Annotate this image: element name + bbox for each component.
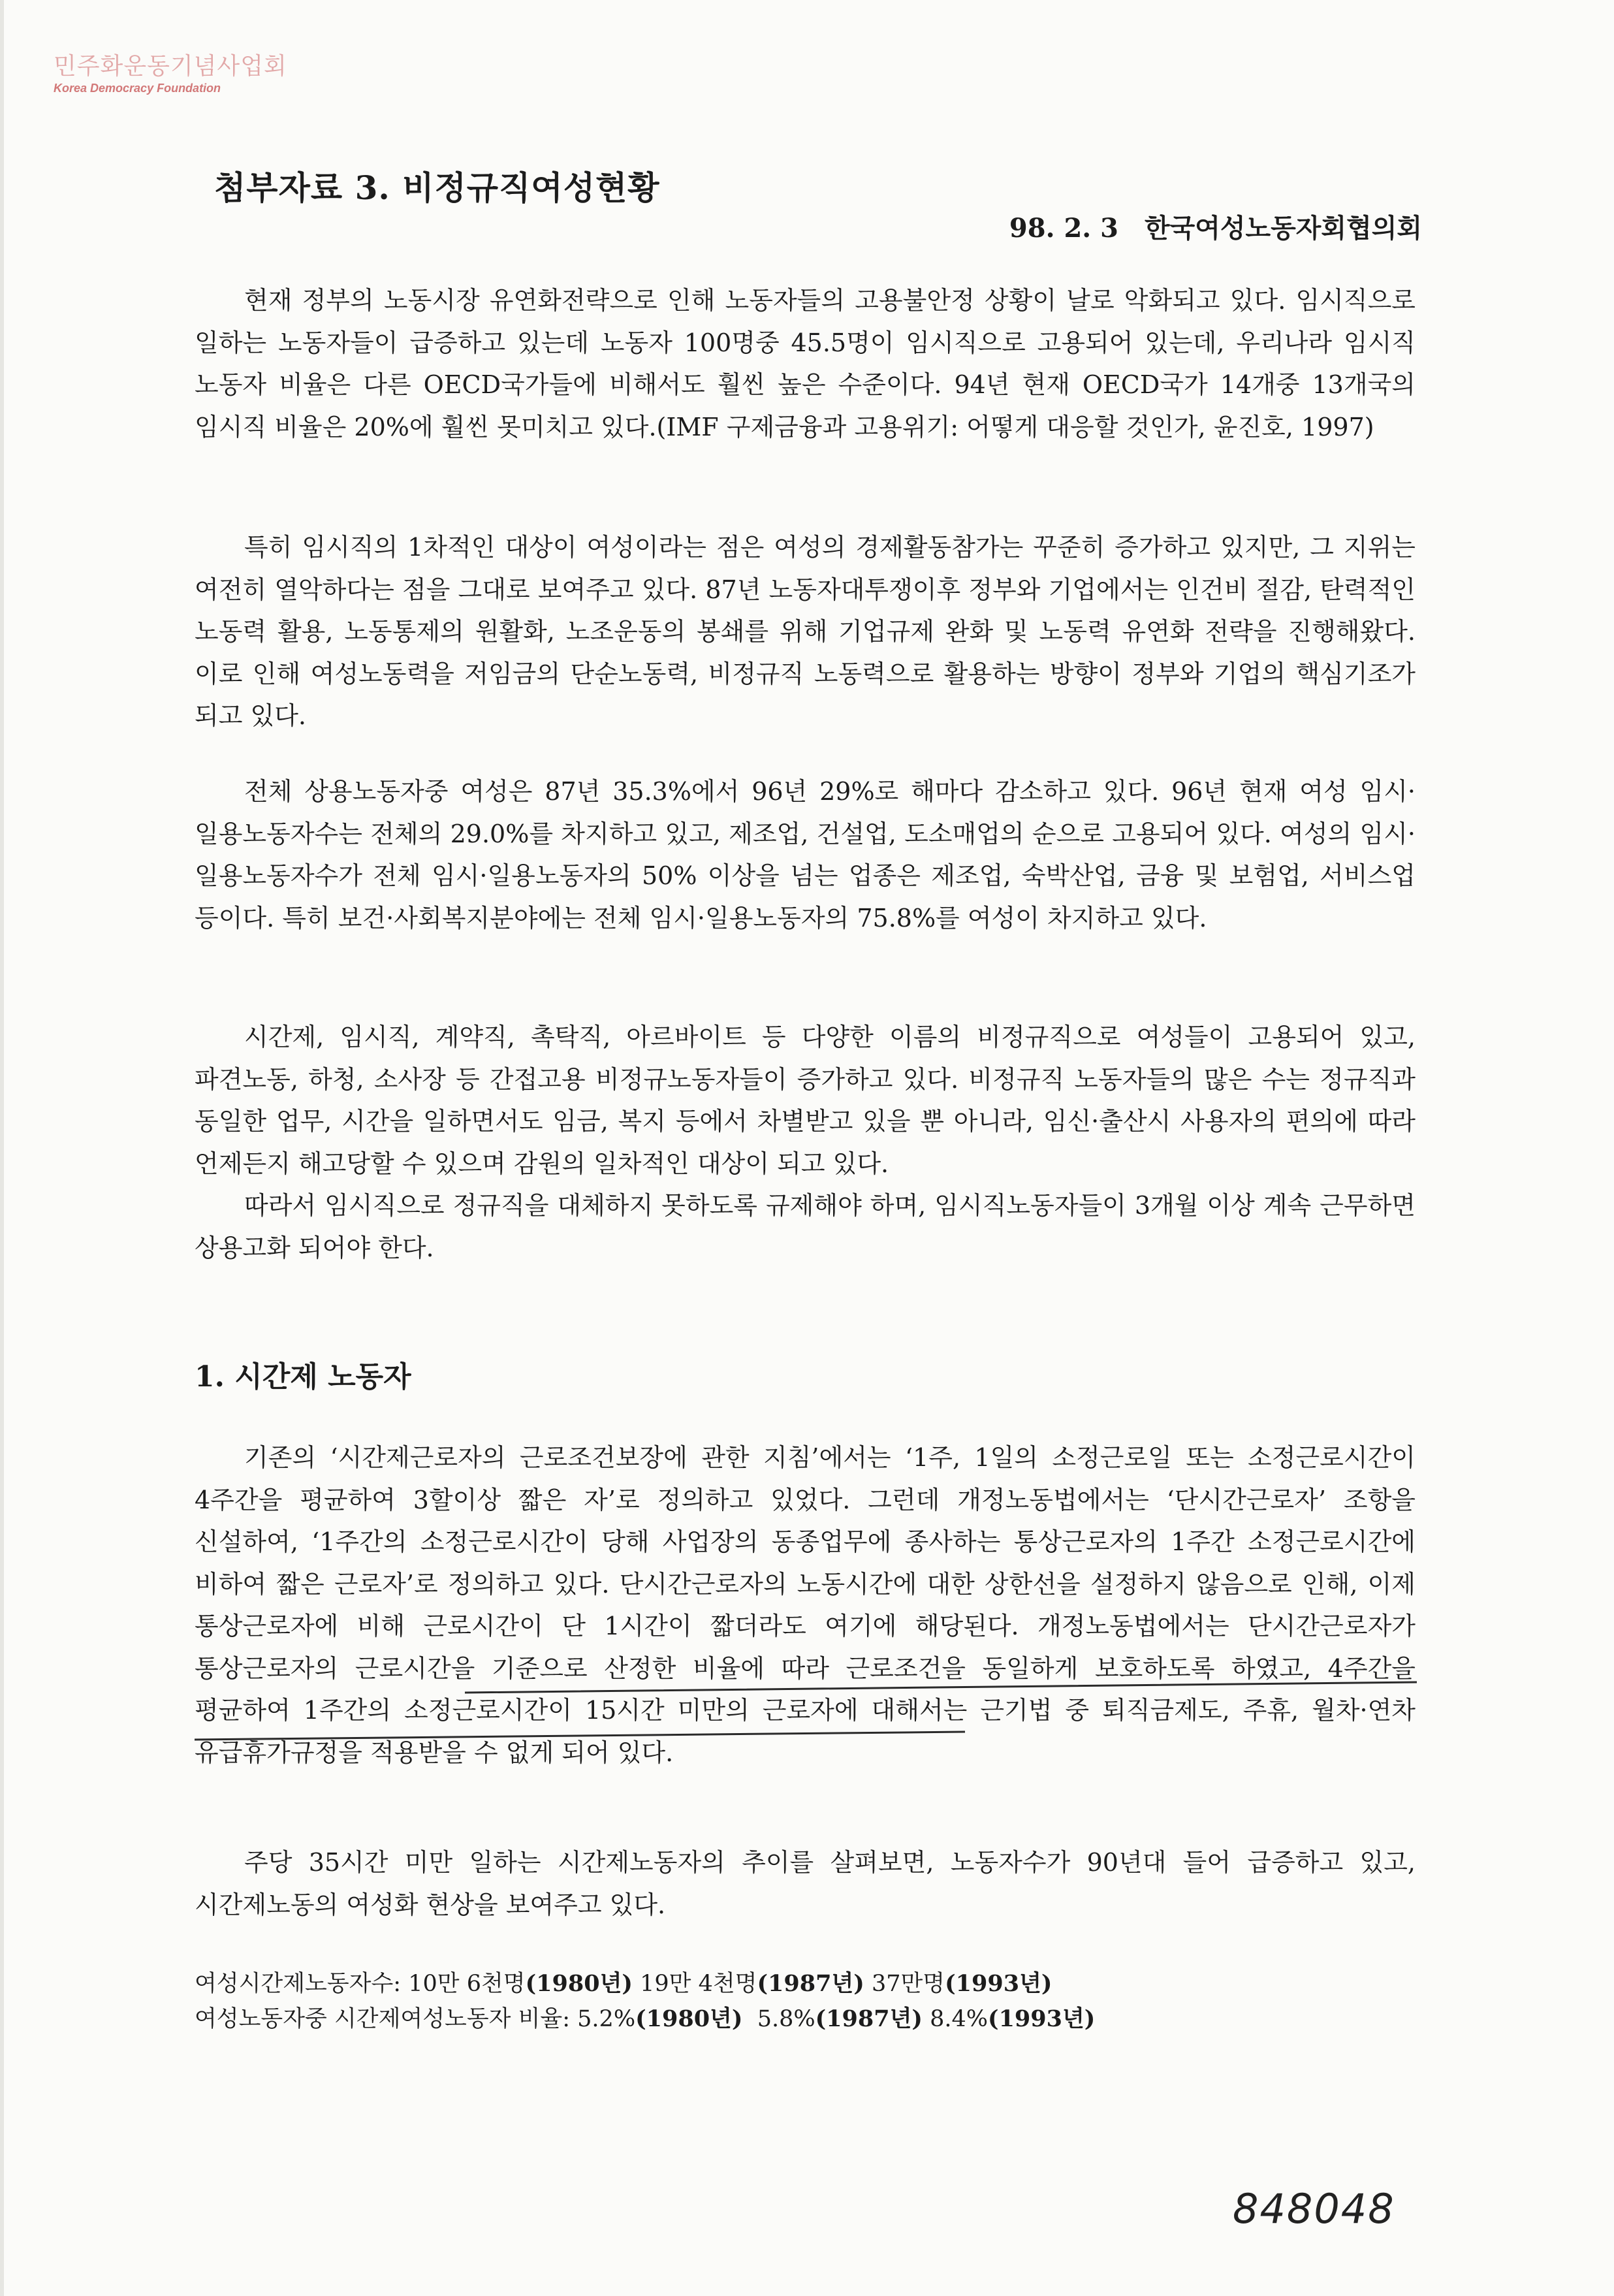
stat-year: (1987년) bbox=[757, 1970, 864, 1997]
stat-value: 37만명 bbox=[871, 1971, 945, 1997]
document-title: 첨부자료 3. 비정규직여성현황 bbox=[214, 168, 660, 207]
paragraph-part-time-definition bbox=[195, 1437, 1416, 1774]
paragraph-text: 4주간을 평균하여 1주간의 소정근로시간이 15시간 미만의 근로자에 대해서는 근기법 중 퇴직금제도, 주휴, 월차·연차 유급휴가규정을 적용받을 수 없게 되어 있다. bbox=[195, 1653, 1416, 1767]
stat-year: (1980년) bbox=[635, 2005, 743, 2032]
foundation-logo bbox=[54, 52, 287, 95]
document-organization: 한국여성노동자회협의회 bbox=[1144, 213, 1422, 244]
paragraph-text: 시간제, 임시직, 계약직, 촉탁직, 아르바이트 등 다양한 이름의 비정규직으로 여성들이 고용되어 있고, 파견노동, 하청, 소사장 등 간접고용 비정규노동자들이 증가하고 있다. 비정규직 노동자들의 많은 수는 정규직과 동일한 업무, 시간을 일하면서도 임금, 복지 등에서 차별받고 있을 뿐 아니라, 임신·출산시 사용자의 편의에 따라 언제든지 해고당할 수 있으며 감원의 일차적인 대상이 되고 있다. bbox=[195, 1023, 1416, 1178]
paragraph-text: 따라서 임시직으로 정규직을 대체하지 못하도록 규제해야 하며, 임시직노동자들이 3개월 이상 계속 근무하면 상용고화 되어야 한다. bbox=[195, 1191, 1416, 1262]
document-date: 98. 2. 3 bbox=[1009, 213, 1118, 244]
section-heading: 1. 시간제 노동자 bbox=[195, 1360, 411, 1394]
stat-year: (1980년) bbox=[525, 1970, 633, 1997]
stat-value: 5.2% bbox=[577, 2006, 636, 2032]
paragraph-text: 기존의 ‘시간제근로자의 근로조건보장에 관한 지침’에서는 ‘1주, 1일의 소정근로일 또는 소정근로시간이 4주간을 평균하여 3할이상 짧은 자’로 정의하고 있었다. 그런데 개정노동법에서는 ‘단시간근로자’ 조항을 신설하여, ‘1주간의 소정근로시간이 당해 사업장의 동종업무에 종사하는 통상근로자의 1주간 소정근로시간에 비하여 짧은 근로자’로 정의하고 있다. 단시간근로자의 노동시간에 대한 상한선을 설정하지 않음으로 인해, 이제 통상근로자에 비해 근로시간이 단 1시간이 짧더라도 여기에 해당된다. bbox=[195, 1443, 1416, 1640]
stat-value: 19만 4천명 bbox=[640, 1971, 757, 1997]
paragraph-text: 특히 임시직의 1차적인 대상이 여성이라는 점은 여성의 경제활동참가는 꾸준히 증가하고 있지만, 그 지위는 여전히 열악하다는 점을 그대로 보여주고 있다. 87년 노동자대투쟁이후 정부와 기업에서는 인건비 절감, 탄력적인 노동력 활용, 노동통제의 원활화, 노조운동의 봉쇄를 위해 기업규제 완화 및 노동력 유연화 전략을 진행해왔다. 이로 인해 여성노동력을 저임금의 단순노동력, 비정규직 노동력으로 활용하는 방향이 정부와 기업의 핵심기조가 되고 있다. bbox=[195, 533, 1416, 730]
document-meta bbox=[1009, 208, 1422, 245]
paragraph-intro bbox=[195, 279, 1416, 448]
paragraph-statistics bbox=[195, 771, 1416, 939]
handwritten-underlined-text: 개정노동법에서는 단시간근로자가 통상근로자의 근로시간을 기준으로 산정한 비율에 따라 근로조건을 동일하게 보호하도록 하였고, bbox=[195, 1612, 1416, 1683]
stat-year: (1993년) bbox=[945, 1970, 1052, 1997]
paragraph-text: 주당 35시간 미만 일하는 시간제노동자의 추이를 살펴보면, 노동자수가 90년대 들어 급증하고 있고, 시간제노동의 여성화 현상을 보여주고 있다. bbox=[195, 1848, 1416, 1919]
stat-label: 여성시간제노동자수: bbox=[195, 1971, 402, 1997]
logo-english-text: Korea Democracy Foundation bbox=[54, 82, 221, 95]
paragraph-part-time-trend bbox=[195, 1842, 1416, 1926]
stat-value: 8.4% bbox=[930, 2006, 989, 2032]
stat-value: 10만 6천명 bbox=[408, 1971, 526, 1997]
paragraph-women-temporary bbox=[195, 526, 1416, 737]
logo-korean-text: 민주화운동기념사업회 bbox=[54, 53, 287, 80]
paragraph-text: 전체 상용노동자중 여성은 87년 35.3%에서 96년 29%로 해마다 감소하고 있다. 96년 현재 여성 임시·일용노동자수는 전체의 29.0%를 차지하고 있고, 제조업, 건설업, 도소매업의 순으로 고용되어 있다. 여성의 임시·일용노동자수가 전체 임시·일용노동자의 50% 이상을 넘는 업종은 제조업, 숙박산업, 금융 및 보험업, 서비스업 등이다. 특히 보건·사회복지분야에는 전체 임시·일용노동자의 75.8%를 여성이 차지하고 있다. bbox=[195, 777, 1416, 933]
handwritten-document-number: 848048 bbox=[1233, 2185, 1395, 2233]
stat-year: (1987년) bbox=[815, 2005, 923, 2032]
stat-label: 여성노동자중 시간제여성노동자 비율: bbox=[195, 2006, 571, 2032]
stat-year: (1993년) bbox=[988, 2005, 1096, 2032]
paragraph-nonregular-types bbox=[195, 1016, 1416, 1269]
stat-line-parttime-ratio bbox=[195, 2003, 1095, 2035]
stat-line-parttime-count bbox=[195, 1968, 1052, 2000]
paragraph-text: 현재 정부의 노동시장 유연화전략으로 인해 노동자들의 고용불안정 상황이 날로 악화되고 있다. 임시직으로 일하는 노동자들이 급증하고 있는데 노동자 100명중 45.5명이 임시직으로 고용되어 있는데, 우리나라 임시직 노동자 비율은 다른 OECD국가들에 비해서도 훨씬 높은 수준이다. 94년 현재 OECD국가 14개중 13개국의 임시직 비율은 20%에 훨씬 못미치고 있다.(IMF 구제금융과 고용위기: 어떻게 대응할 것인가, 윤진호, 1997) bbox=[195, 286, 1416, 441]
stat-value: 5.8% bbox=[757, 2006, 815, 2032]
